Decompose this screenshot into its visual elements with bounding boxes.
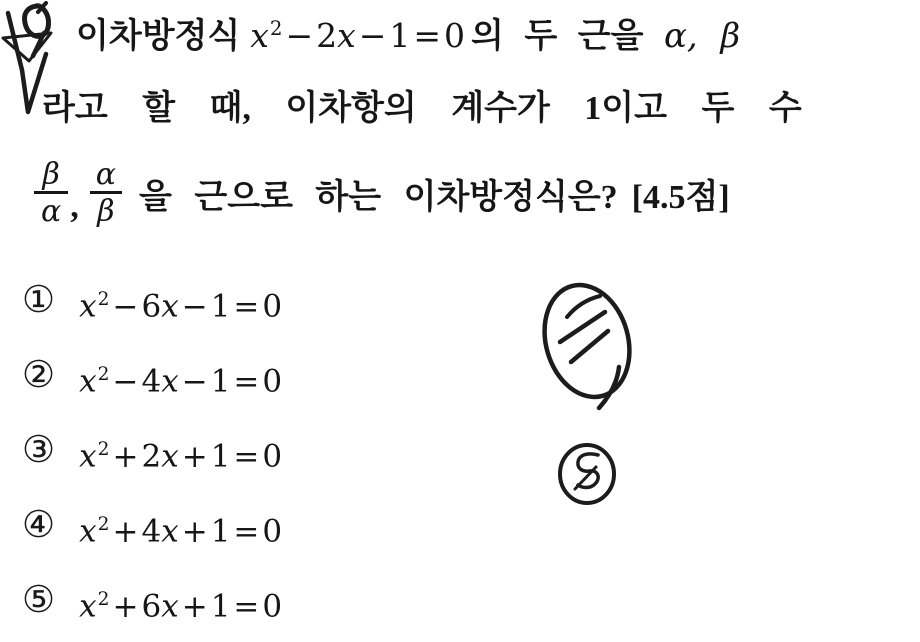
fraction-alpha-over-beta (89, 156, 123, 229)
choice-list (22, 278, 283, 625)
given-equation: $x^2-2x-1=0$ (250, 16, 466, 55)
circled-5-annotation-icon (560, 445, 614, 503)
choice-3-equation: $x^2+2x+1=0$ (79, 438, 283, 475)
choice-row-2 (22, 353, 283, 400)
fraction-numerator: β (42, 156, 60, 192)
choice-row-5 (22, 578, 283, 625)
choice-5-marker: ⑤ (22, 578, 56, 621)
choice-2-equation: $x^2-4x-1=0$ (79, 363, 283, 400)
choice-row-3 (22, 428, 283, 475)
answer-ellipse-scribble-icon (532, 275, 642, 408)
choice-4-marker: ④ (22, 503, 56, 546)
choice-5-equation: $x^2+6x+1=0$ (79, 588, 283, 625)
choice-row-4 (22, 503, 283, 550)
fraction-beta-over-alpha (34, 156, 68, 229)
choice-row-1 (22, 278, 283, 325)
points-badge: [4.5점] (631, 178, 730, 216)
fraction-separator: , (70, 188, 79, 225)
fraction-denominator: α (34, 191, 68, 228)
question-text-suffix: 을 근으로 하는 이차방정식은? (139, 178, 618, 216)
question-line-3 (30, 146, 730, 240)
question-line-1 (76, 8, 740, 57)
choice-2-marker: ② (22, 353, 56, 396)
question-line-2: 라고 할 때, 이차항의 계수가 1이고 두 수 (42, 90, 802, 127)
choice-1-marker: ① (22, 278, 56, 321)
fraction-numerator: α (95, 156, 117, 192)
question-text-prefix: 이차방정식 (76, 18, 241, 55)
choice-3-marker: ③ (22, 428, 56, 471)
question-text-mid: 의 두 근을 (471, 18, 644, 55)
fraction-denominator: β (90, 191, 121, 228)
roots-alpha-beta: α, β (663, 16, 741, 56)
choice-4-equation: $x^2+4x+1=0$ (79, 513, 283, 550)
choice-1-equation: $x^2-6x-1=0$ (79, 288, 283, 325)
